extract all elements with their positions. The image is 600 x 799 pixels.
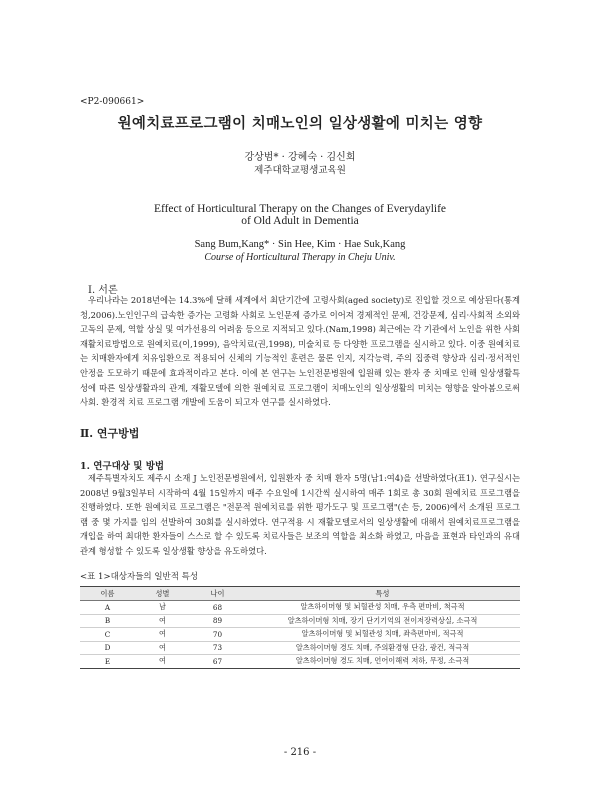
table-row xyxy=(80,641,520,655)
cell-characteristics: 알츠하이머형 경도 치매, 주의환경형 단감, 광건, 적극적 xyxy=(295,642,470,652)
methods-paragraph: 제주특별자치도 제주시 소재 J 노인전문병원에서, 입원환자 중 치매 환자 5명(남1:여4)을 선발하였다(표1). 연구실시는 2008년 9월3일부터 시작하여 4월 15일까지 매주 수요일에 1시간씩 실시하여 매주 1회로 총 30회 원예치료 프로그램을 진행하였다. 또한 원예치료 프로그램은 "전문적 원예치료를 위한 평가도구 및 프로그램"(손 등, 2006)에서 소개된 프로그램 중 몇 가지를 임의 선발하여 30회를 실시하였다. 연구적용 시 재활모델로서의 일상생활에 대해서 원예치료프로그램을 개입을 하여 최대한 환자들이 스스로 할 수 있도록 치료사들은 보조의 역할을 최소화 하였고, 마음을 표현과 타인과의 유대 관계 형성할 수 있도록 일상생활 향상을 유도하였다. xyxy=(80,473,520,556)
header-sex: 성별 xyxy=(155,588,170,598)
table-header-row xyxy=(80,587,520,601)
cell-name: C xyxy=(104,629,111,639)
cell-age: 68 xyxy=(212,602,223,612)
subsection-1-heading: 1. 연구대상 및 방법 xyxy=(80,461,165,472)
cell-sex: 여 xyxy=(159,615,166,625)
header-characteristics: 특성 xyxy=(375,588,390,598)
table-row xyxy=(80,601,520,615)
korean-affiliation: 제주대학교평생교육원 xyxy=(254,165,346,176)
table-row xyxy=(80,614,520,628)
cell-sex: 여 xyxy=(159,642,166,652)
table-row xyxy=(80,655,520,669)
cell-characteristics: 알츠하이머형 치매, 장기 단기기억의 전이저장력상실, 소극적 xyxy=(287,615,478,625)
cell-sex: 여 xyxy=(159,656,166,666)
english-authors: Sang Bum,Kang* · Sin Hee, Kim · Hae Suk,Kang xyxy=(194,239,406,250)
cell-sex: 여 xyxy=(159,629,166,639)
header-name: 이름 xyxy=(100,588,115,598)
cell-age: 73 xyxy=(212,643,223,653)
cell-name: D xyxy=(104,643,111,653)
cell-characteristics: 알츠하이머형 및 뇌혈관성 치매, 우측 편마비, 척극적 xyxy=(300,602,465,612)
section-2-heading: Ⅱ. 연구방법 xyxy=(80,427,140,440)
english-title-line-2: of Old Adult in Dementia xyxy=(241,215,359,227)
subjects-table xyxy=(80,586,520,669)
korean-title: 원예치료프로그램이 치매노인의 일상생활에 미치는 영향 xyxy=(117,115,483,132)
table-caption: <표 1>대상자들의 일반적 특성 xyxy=(80,572,199,582)
korean-authors: 강상범* · 강혜숙 · 김신희 xyxy=(244,152,356,163)
cell-age: 70 xyxy=(212,629,223,639)
header-age: 나이 xyxy=(210,588,225,598)
cell-sex: 남 xyxy=(159,602,166,612)
english-affiliation: Course of Horticultural Therapy in Cheju Univ. xyxy=(204,252,396,263)
cell-name: A xyxy=(104,602,111,612)
english-title-line-1: Effect of Horticultural Therapy on the Changes of Everydaylife xyxy=(153,203,447,215)
cell-name: E xyxy=(104,656,111,666)
cell-characteristics: 알츠하이머형 및 뇌혈관성 치매, 좌측편마비, 적극적 xyxy=(301,629,464,639)
section-1-heading: Ⅰ. 서론 xyxy=(88,285,118,296)
page-number: - 216 - xyxy=(283,747,317,758)
paper-id: <P2-090661> xyxy=(80,97,145,107)
cell-age: 89 xyxy=(212,616,223,626)
english-title xyxy=(0,203,600,227)
introduction-paragraph: 우리나라는 2018년에는 14.3%에 달해 세계에서 최단기간에 고령사회(aged society)로 진입할 것으로 예상된다(통계청,2006).노인인구의 급속한 증가는 고령화 사회로 노인문제 증가로 이어져 경제적인 문제, 건강문제, 심리·사회적 소외와 고독의 문제, 역할 상실 및 여가선용의 어려움 등으로 지적되고 있다.(Nam,1998) 최근에는 각 기관에서 노인을 위한 사회재활치료방법으로 원예치료(이,1999), 음악치료(권,1998), 미술치료 등 다양한 프로그램을 실시하고 있다. 이중 원예치료는 치매환자에게 치유임환으로 적용되어 신체의 기능적인 훈련은 물론 인지, 지각능력, 주의 집중력 향상과 심리·정서적인 안정을 도모하기 때문에 효과적이라고 본다. 이에 본 연구는 노인전문병원에 입원해 있는 환자 중 치매로 인해 일상생활특성에 따른 일상생활과의 관계, 재활모델에 의한 원예치료 프로그램이 치매노인의 일상생활의 미치는 영향을 알아봄으로써 사회. 환경적 치료 프로그램 개발에 도움이 되고자 연구를 실시하였다. xyxy=(80,295,520,408)
cell-name: B xyxy=(104,616,111,626)
cell-characteristics: 알츠하이머형 경도 치매, 언어이해력 저하, 무정, 소극적 xyxy=(295,656,470,666)
table-row xyxy=(80,628,520,642)
cell-age: 67 xyxy=(212,656,223,666)
